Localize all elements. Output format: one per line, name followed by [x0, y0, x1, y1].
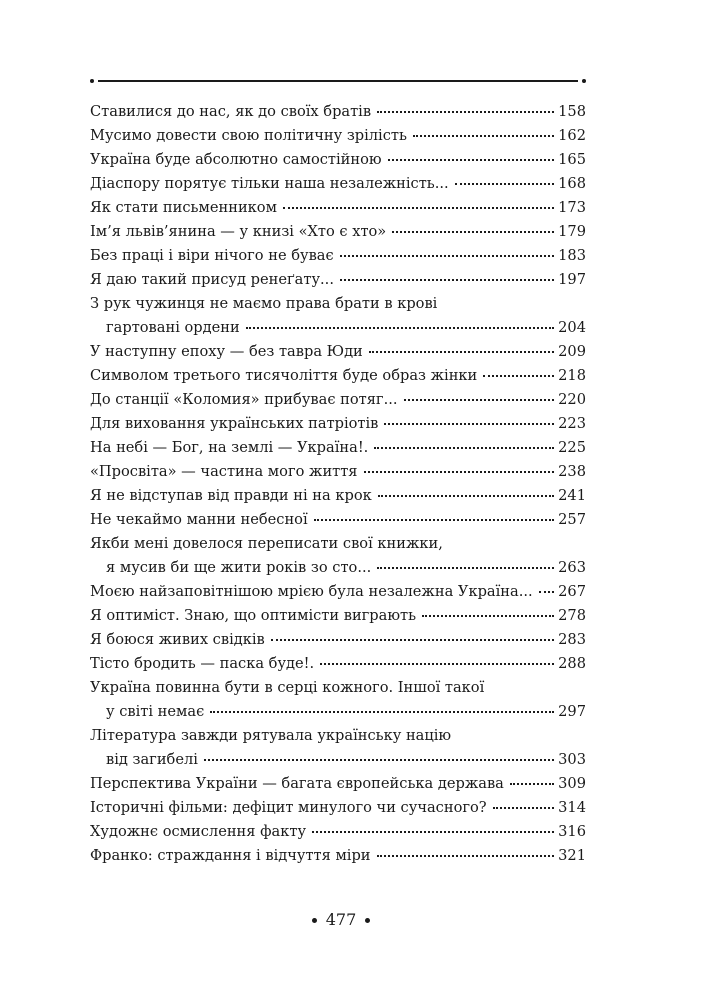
rule-right-dot: [582, 79, 586, 83]
toc-entry-title: Я даю такий присуд ренеґату...: [90, 271, 334, 288]
dot-leader: [283, 207, 554, 209]
toc-entry-title: у світі немає: [106, 703, 205, 720]
toc-entry-title: Література завжди рятувала українську націю: [90, 727, 452, 744]
toc-entry-title: Україна повинна бути в серці кожного. Іншої такої: [90, 679, 485, 696]
toc-entry: [90, 100, 586, 124]
toc-entry: [90, 268, 586, 292]
toc-entry: [90, 148, 586, 172]
toc-entry-line: [90, 388, 586, 412]
toc-entry-line: [90, 220, 586, 244]
dot-leader: [493, 807, 555, 809]
toc-entry-page: 204: [558, 319, 586, 336]
dot-leader: [210, 711, 554, 713]
toc-entry-line: [90, 580, 586, 604]
dot-leader: [377, 567, 554, 569]
toc-entry-line: [90, 628, 586, 652]
dot-leader: [384, 423, 554, 425]
dot-leader: [246, 327, 554, 329]
toc-entry-title: Без праці і віри нічого не буває: [90, 247, 334, 264]
toc-entry-page: 197: [558, 271, 586, 288]
toc-entry-page: 162: [558, 127, 586, 144]
toc-entry: [90, 124, 586, 148]
toc-entry-title: Діаспору порятує тільки наша незалежність...: [90, 175, 449, 192]
toc-entry-line: [90, 460, 586, 484]
toc-entry-line: [90, 124, 586, 148]
toc-entry: [90, 196, 586, 220]
toc-entry-page: 309: [558, 775, 586, 792]
toc-entry-line: [90, 436, 586, 460]
footer-right-bullet: [365, 918, 370, 923]
toc-entry-page: 209: [558, 343, 586, 360]
toc-entry: [90, 220, 586, 244]
toc-entry: [90, 604, 586, 628]
toc-entry-title: Історичні фільми: дефіцит минулого чи сучасного?: [90, 799, 487, 816]
toc-entry-line: [90, 172, 586, 196]
toc-entry-page: 183: [558, 247, 586, 264]
toc-entry-continuation: [90, 316, 586, 340]
toc-entry-title: Як стати письменником: [90, 199, 277, 216]
toc-entry-line: [90, 244, 586, 268]
toc-entry-title: Мусимо довести свою політичну зрілість: [90, 127, 407, 144]
toc-entry-page: 267: [558, 583, 586, 600]
toc-entry-line: [90, 772, 586, 796]
toc-entry: [90, 580, 586, 604]
dot-leader: [369, 351, 554, 353]
dot-leader: [204, 759, 554, 761]
toc-entry: [90, 508, 586, 532]
toc-entry-page: 165: [558, 151, 586, 168]
toc-entry-page: 223: [558, 415, 586, 432]
toc-entry-title: Я не відступав від правди ні на крок: [90, 487, 372, 504]
toc-entry: [90, 772, 586, 796]
toc-entry-line: [90, 508, 586, 532]
toc-entry-line: [90, 364, 586, 388]
toc-entry: [90, 388, 586, 412]
dot-leader: [388, 159, 555, 161]
toc-entry: [90, 844, 586, 868]
toc-entry: [90, 412, 586, 436]
toc-entry-line: [90, 796, 586, 820]
toc-entry-title: Якби мені довелося переписати свої книжки,: [90, 535, 443, 552]
toc-entry-title: На небі — Бог, на землі — Україна!.: [90, 439, 369, 456]
toc-entry-page: 278: [558, 607, 586, 624]
page-footer: [0, 910, 682, 930]
toc-entry-line: [90, 412, 586, 436]
toc-entry-page: 158: [558, 103, 586, 120]
dot-leader: [377, 855, 555, 857]
toc-entry-line: [90, 820, 586, 844]
toc-entry-continuation: [90, 748, 586, 772]
rule-left-dot: [90, 79, 94, 83]
dot-leader: [312, 831, 554, 833]
toc-entry-line: [90, 676, 586, 700]
toc-entry: [90, 628, 586, 652]
toc-entry-page: 225: [558, 439, 586, 456]
toc-entry-title: Ставилися до нас, як до своїх братів: [90, 103, 372, 120]
toc-entry-line: [90, 292, 586, 316]
toc-entry: [90, 652, 586, 676]
dot-leader: [314, 519, 555, 521]
toc-entry: [90, 292, 586, 340]
dot-leader: [539, 591, 555, 593]
toc-entry-title: Перспектива України — багата європейська держава: [90, 775, 504, 792]
toc-entry: [90, 676, 586, 724]
toc-entry-page: 283: [558, 631, 586, 648]
toc-entry: [90, 796, 586, 820]
toc-entry-line: [90, 340, 586, 364]
dot-leader: [377, 111, 554, 113]
toc-entry-line: [90, 652, 586, 676]
dot-leader: [404, 399, 555, 401]
toc-entry-page: 303: [558, 751, 586, 768]
toc-entry-title: Художнє осмислення факту: [90, 823, 307, 840]
toc-entry-page: 297: [558, 703, 586, 720]
toc-entry-title: Я оптиміст. Знаю, що оптимісти виграють: [90, 607, 417, 624]
toc-entry: [90, 724, 586, 772]
dot-leader: [340, 255, 554, 257]
toc-entry-page: 241: [558, 487, 586, 504]
toc-entry-title: Ім’я львів’янина — у книзі «Хто є хто»: [90, 223, 387, 240]
toc-entry-line: [90, 196, 586, 220]
toc-entry-title: Не чекаймо манни небесної: [90, 511, 308, 528]
dot-leader: [422, 615, 554, 617]
dot-leader: [271, 639, 554, 641]
table-of-contents: [90, 100, 586, 868]
toc-entry-title: Для виховання українських патріотів: [90, 415, 379, 432]
toc-entry-page: 173: [558, 199, 586, 216]
dot-leader: [413, 135, 554, 137]
toc-entry-title: Моєю найзаповітнішою мрією була незалежна Україна...: [90, 583, 533, 600]
toc-entry: [90, 244, 586, 268]
toc-entry-page: 288: [558, 655, 586, 672]
toc-entry-page: 179: [558, 223, 586, 240]
toc-entry-page: 168: [558, 175, 586, 192]
dot-leader: [374, 447, 554, 449]
toc-entry: [90, 436, 586, 460]
toc-entry-title: Україна буде абсолютно самостійною: [90, 151, 382, 168]
dot-leader: [455, 183, 554, 185]
toc-entry-title: гартовані ордени: [106, 319, 240, 336]
toc-entry-page: 263: [558, 559, 586, 576]
toc-entry-title: Я боюся живих свідків: [90, 631, 265, 648]
toc-entry: [90, 484, 586, 508]
dot-leader: [378, 495, 554, 497]
dot-leader: [340, 279, 554, 281]
toc-entry: [90, 340, 586, 364]
toc-entry-title: Франко: страждання і відчуття міри: [90, 847, 371, 864]
page-number: 477: [325, 910, 357, 929]
toc-entry-line: [90, 844, 586, 868]
dot-leader: [392, 231, 554, 233]
dot-leader: [364, 471, 555, 473]
toc-entry-line: [90, 268, 586, 292]
toc-entry-line: [90, 604, 586, 628]
dot-leader: [510, 783, 554, 785]
toc-entry: [90, 172, 586, 196]
dot-leader: [320, 663, 554, 665]
footer-left-bullet: [312, 918, 317, 923]
toc-entry-page: 314: [558, 799, 586, 816]
toc-entry-page: 218: [558, 367, 586, 384]
toc-entry-line: [90, 100, 586, 124]
toc-entry-continuation: [90, 700, 586, 724]
toc-entry-line: [90, 484, 586, 508]
toc-entry: [90, 460, 586, 484]
toc-entry-title: я мусив би ще жити років зо сто...: [106, 559, 372, 576]
toc-entry-page: 316: [558, 823, 586, 840]
toc-entry: [90, 820, 586, 844]
header-rule: [90, 77, 586, 85]
toc-entry-page: 220: [558, 391, 586, 408]
toc-entry-title: До станції «Коломия» прибуває потяг...: [90, 391, 398, 408]
toc-entry-title: від загибелі: [106, 751, 198, 768]
dot-leader: [483, 375, 554, 377]
toc-entry-title: «Просвіта» — частина мого життя: [90, 463, 358, 480]
toc-entry-line: [90, 724, 586, 748]
rule-line: [98, 80, 578, 82]
toc-entry-title: З рук чужинця не маємо права брати в крові: [90, 295, 438, 312]
toc-entry-title: Символом третього тисячоліття буде образ жінки: [90, 367, 478, 384]
toc-entry-line: [90, 148, 586, 172]
toc-entry-page: 238: [558, 463, 586, 480]
toc-entry-title: У наступну епоху — без тавра Юди: [90, 343, 363, 360]
toc-entry-page: 257: [558, 511, 586, 528]
toc-entry-page: 321: [558, 847, 586, 864]
toc-entry-title: Тісто бродить — паска буде!.: [90, 655, 315, 672]
toc-entry: [90, 532, 586, 580]
toc-entry: [90, 364, 586, 388]
toc-entry-line: [90, 532, 586, 556]
toc-entry-continuation: [90, 556, 586, 580]
